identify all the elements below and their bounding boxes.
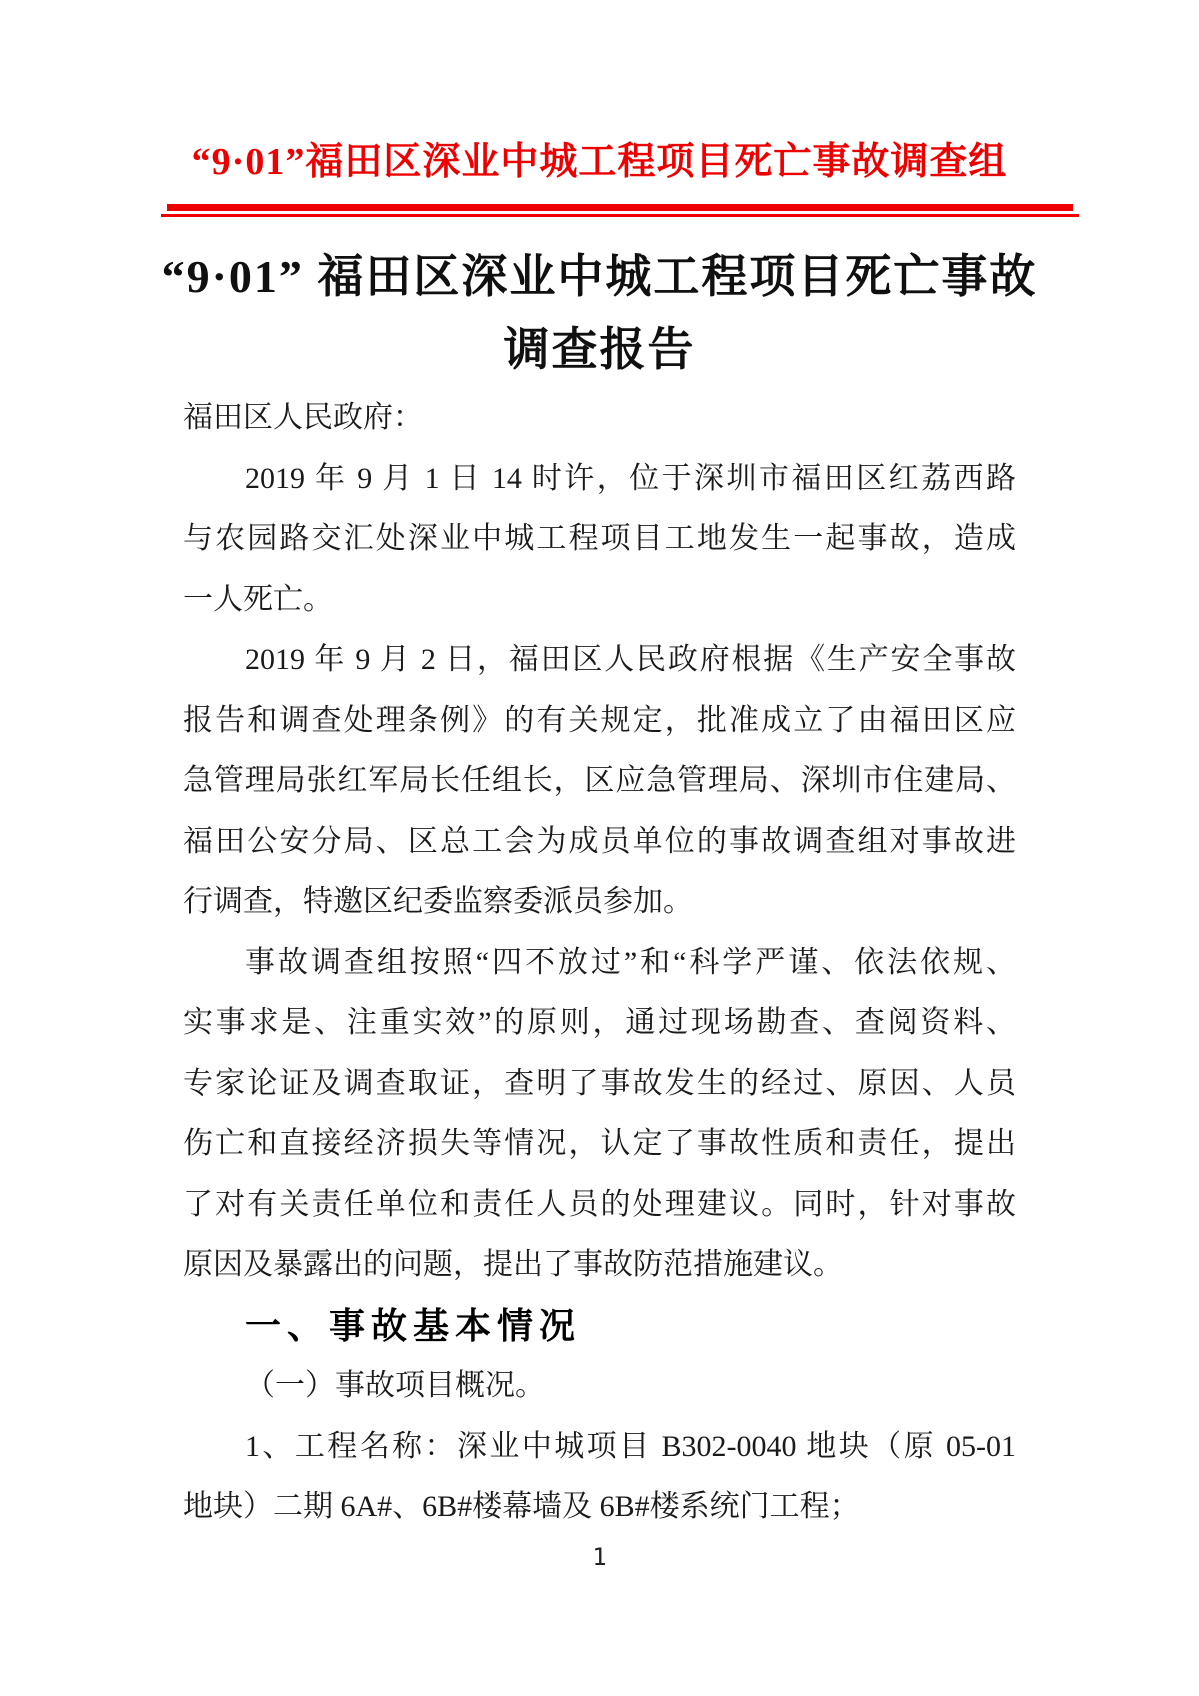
body-line: 与农园路交汇处深业中城工程项目工地发生一起事故，造成 bbox=[183, 522, 1016, 555]
subsection-heading: （一）事故项目概况。 bbox=[245, 1369, 545, 1402]
document-title-line1: “9·01” 福田区深业中城工程项目死亡事故 bbox=[161, 251, 1038, 302]
section-heading-text: 基本情况 bbox=[413, 1304, 582, 1346]
body-line: 专家论证及调查取证，查明了事故发生的经过、原因、人员 bbox=[183, 1066, 1016, 1100]
body-line: 原因及暴露出的问题，提出了事故防范措施建议。 bbox=[183, 1248, 843, 1281]
document-title bbox=[80, 240, 1119, 386]
page-number: 1 bbox=[592, 1543, 607, 1571]
section-heading-number: 一、事故 bbox=[245, 1304, 414, 1346]
body-line: 实事求是、注重实效”的原则，通过现场勘查、查阅资料、 bbox=[183, 1006, 1016, 1039]
body-line: 2019 年 9 月 1 日 14 时许，位于深圳市福田区红荔西路 bbox=[245, 461, 1016, 495]
body-line: 地块）二期 6A#、6B#楼幕墙及 6B#楼系统门工程； bbox=[183, 1490, 860, 1523]
document-title-line2: 调查报告 bbox=[503, 324, 696, 375]
banner-divider bbox=[161, 204, 1079, 217]
report-body bbox=[183, 388, 1016, 1538]
body-line: 伤亡和直接经济损失等情况，认定了事故性质和责任，提出 bbox=[183, 1127, 1016, 1160]
body-line: 福田公安分局、区总工会为成员单位的事故调查组对事故进 bbox=[183, 824, 1016, 858]
section-heading bbox=[183, 1296, 1016, 1357]
body-line: 了对有关责任单位和责任人员的处理建议。同时，针对事故 bbox=[183, 1187, 1016, 1221]
divider-thin-rule bbox=[161, 214, 1079, 217]
body-line: 报告和调查处理条例》的有关规定，批准成立了由福田区应 bbox=[183, 703, 1016, 737]
body-line: 事故调查组按照“四不放过”和“科学严谨、依法依规、 bbox=[245, 945, 1016, 979]
body-line: 行调查，特邀区纪委监察委派员参加。 bbox=[183, 885, 693, 918]
body-line: 急管理局张红军局长任组长，区应急管理局、深圳市住建局、 bbox=[183, 764, 1016, 797]
body-line: 2019 年 9 月 2 日，福田区人民政府根据《生产安全事故 bbox=[245, 643, 1016, 676]
body-line: 一人死亡。 bbox=[183, 582, 333, 616]
body-line: 1、工程名称：深业中城项目 B302-0040 地块（原 05-01 bbox=[245, 1429, 1016, 1463]
red-banner-title: “9·01”福田区深业中城工程项目死亡事故调查组 bbox=[191, 141, 1008, 183]
salutation-line: 福田区人民政府： bbox=[183, 401, 423, 434]
divider-thick-rule bbox=[167, 204, 1073, 211]
